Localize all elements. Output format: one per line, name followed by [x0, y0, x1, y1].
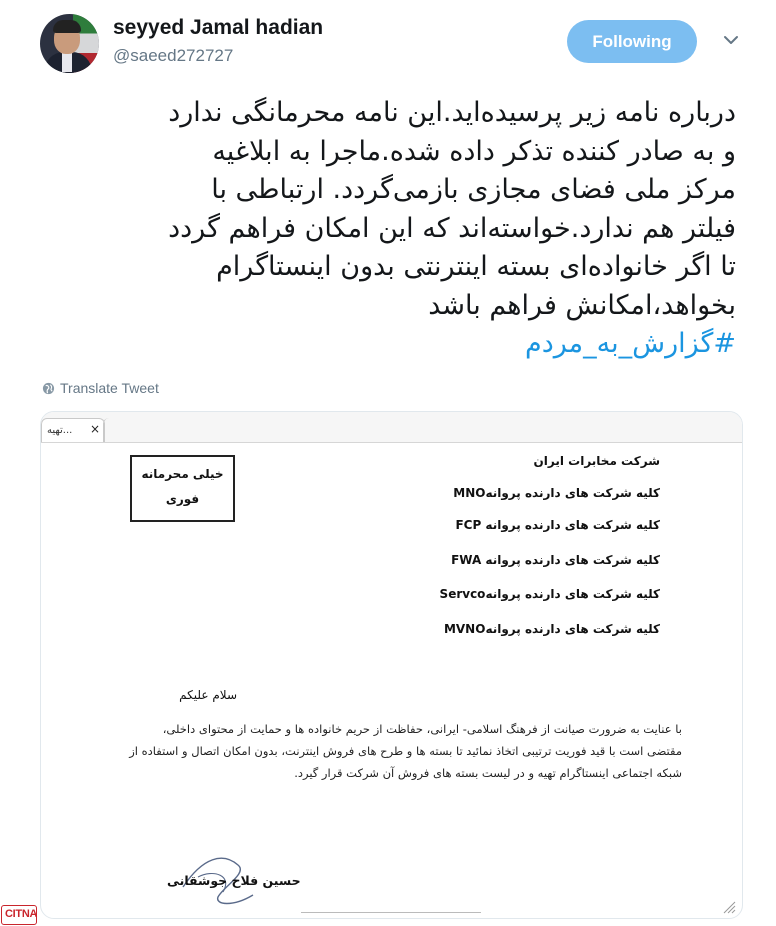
avatar-shirt — [62, 52, 72, 72]
hashtag-link[interactable]: #گزارش_به_مردم — [525, 328, 736, 359]
chevron-down-icon[interactable] — [722, 33, 740, 47]
letter-body — [82, 718, 682, 784]
confidential-stamp — [130, 455, 235, 522]
translate-tweet-link[interactable] — [42, 380, 159, 396]
globe-icon — [42, 382, 55, 395]
stamp-line: خیلی محرمانه — [141, 467, 224, 481]
tweet-line: و به صادر کننده تذکر داده شده.ماجرا به ابلاغیه — [212, 135, 736, 167]
tweet-line: فیلتر هم ندارد.خواسته‌اند که این امکان فراهم گردد — [168, 212, 736, 244]
divider — [41, 442, 742, 443]
tweet-line: بخواهد،امکانش فراهم باشد — [428, 289, 736, 321]
tweet-text — [30, 94, 736, 364]
browser-tabstrip — [41, 412, 742, 443]
recipient-line: کلیه شرکت های دارنده پروانه FWA — [451, 553, 660, 567]
tweet-line: تا اگر خانواده‌ای بسته اینترنتی بدون اینستاگرام — [216, 251, 736, 282]
following-button[interactable]: Following — [567, 20, 697, 63]
browser-tab-label: ...تهیه — [47, 425, 73, 436]
recipient-line: کلیه شرکت های دارنده پروانهMVNO — [443, 622, 660, 636]
close-icon: × — [90, 422, 101, 436]
stamp-line: فوری — [165, 492, 200, 506]
recipient-line: کلیه شرکت های دارنده پروانهServco — [439, 587, 660, 601]
tweet-line: درباره نامه زیر پرسیده‌اید.این نامه محرمانگی ندارد — [168, 97, 736, 128]
resize-icon — [722, 900, 736, 914]
watermark-logo — [1, 905, 37, 925]
divider — [301, 912, 481, 913]
signer-name: حسین فلاح جوشقانی — [167, 873, 301, 888]
watermark-text: CITNA — [5, 908, 38, 920]
letter-body-line: با عنایت به ضرورت صیانت از فرهنگ اسلامی- ایرانی، حفاظت از حریم خانواده ها و حمایت از محتوای داخلی، — [162, 722, 682, 736]
author-handle[interactable]: @saeed272727 — [113, 46, 234, 65]
letter-body-line: مقتضی است با قید فوریت ترتیبی اتخاذ نمائید تا بسته ها و طرح های فروش اینترنت، بدون امکان اتصال و استفاده از — [129, 744, 682, 758]
letter-body-line: شبکه اجتماعی اینستاگرام تهیه و در لیست بسته های فروش آن شرکت قرار گیرد. — [294, 766, 682, 780]
avatar-hair — [53, 20, 81, 33]
recipient-line: کلیه شرکت های دارنده پروانهMNO — [453, 486, 660, 500]
recipient-line: کلیه شرکت های دارنده پروانه FCP — [455, 518, 660, 532]
author-name[interactable]: seyyed Jamal hadian — [113, 16, 324, 39]
recipient-line: شرکت مخابرات ایران — [533, 454, 660, 468]
tab-edge — [103, 418, 114, 442]
avatar[interactable] — [40, 14, 99, 73]
tweet-line: مرکز ملی فضای مجازی بازمی‌گردد. ارتباطی با — [211, 174, 736, 205]
translate-label: Translate Tweet — [60, 380, 159, 396]
tweet-media-image[interactable] — [40, 411, 743, 919]
browser-tab — [41, 418, 105, 443]
greeting: سلام علیکم — [179, 688, 237, 702]
